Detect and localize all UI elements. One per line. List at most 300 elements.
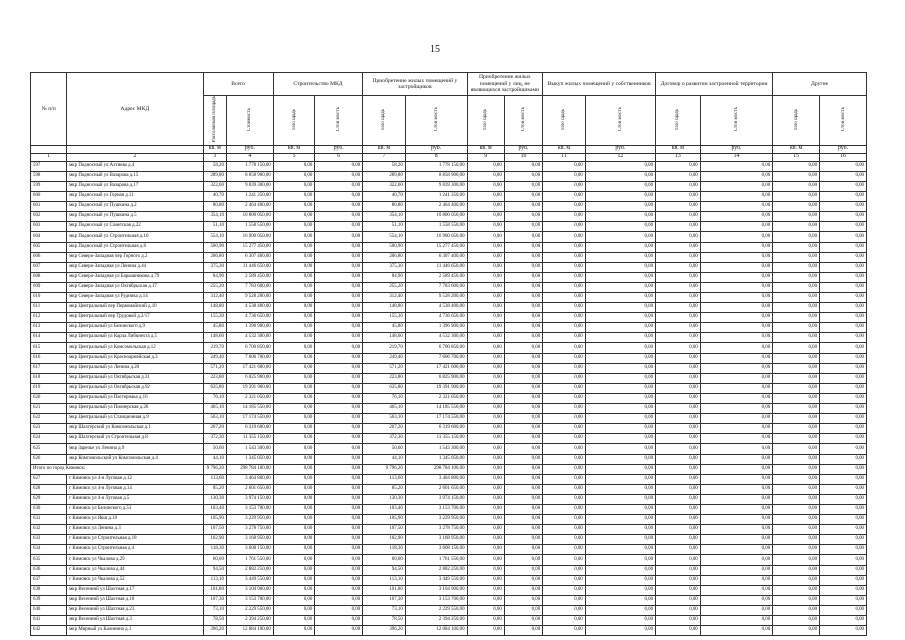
cell-c6a: 0,00 bbox=[773, 161, 820, 171]
cell-area: 113,10 bbox=[203, 575, 226, 585]
cell-c6a: 0,00 bbox=[773, 504, 820, 514]
cell-c2a: 107,50 bbox=[363, 525, 406, 535]
cell-c2a: 76,10 bbox=[363, 393, 406, 403]
cell-cost: 3 229 950,00 bbox=[226, 515, 273, 525]
cell-c6c: 0,00 bbox=[820, 272, 867, 282]
subheader-area-label: Пло щадь bbox=[675, 108, 681, 130]
row-number: 611 bbox=[31, 303, 67, 313]
table-row bbox=[31, 484, 867, 494]
cell-c3c: 0,00 bbox=[504, 484, 542, 494]
column-number: 9 bbox=[467, 153, 504, 161]
cell-cost: 14 185 550,00 bbox=[226, 404, 273, 414]
cell-c5a: 0,00 bbox=[656, 333, 701, 343]
cell-c5a: 0,00 bbox=[656, 192, 701, 202]
cell-c1a: 0,00 bbox=[273, 161, 315, 171]
row-address: г Кимовск ул 4-я Луговая д.5 bbox=[67, 494, 203, 504]
row-number: 629 bbox=[31, 494, 67, 504]
cell-c4a: 0,00 bbox=[543, 383, 586, 393]
cell-cost: 3 278 750,00 bbox=[226, 525, 273, 535]
cell-c3c: 0,00 bbox=[504, 585, 542, 595]
cell-area: 255,20 bbox=[203, 282, 226, 292]
row-address: мкр Северо-Западная ул Ленина д.44 bbox=[67, 262, 203, 272]
cell-area: 465,10 bbox=[203, 404, 226, 414]
table-row bbox=[31, 333, 867, 343]
subheader-cost bbox=[820, 96, 867, 146]
cell-area: 58,20 bbox=[203, 161, 226, 171]
cell-c2a: 207,20 bbox=[363, 424, 406, 434]
cell-c6c: 0,00 bbox=[820, 161, 867, 171]
cell-c2a: 372,30 bbox=[363, 434, 406, 444]
cell-c6c: 0,00 bbox=[820, 535, 867, 545]
subheader-cost-label: Стои мость bbox=[840, 106, 846, 132]
cell-c4c: 0,00 bbox=[585, 585, 655, 595]
cell-c6c: 0,00 bbox=[820, 323, 867, 333]
cell-c1a: 0,00 bbox=[273, 414, 315, 424]
cell-area: 155,30 bbox=[203, 313, 226, 323]
cell-c1c: 0,00 bbox=[315, 323, 363, 333]
cell-area: 148,60 bbox=[203, 333, 226, 343]
cell-c4a: 0,00 bbox=[543, 616, 586, 626]
cell-c2c: 8 858 900,00 bbox=[405, 171, 467, 181]
cell-c1c: 0,00 bbox=[315, 393, 363, 403]
cell-c4c: 0,00 bbox=[585, 504, 655, 514]
subheader-cost-label: Стоимость bbox=[247, 107, 253, 131]
cell-c2c: 3 449 550,00 bbox=[405, 575, 467, 585]
row-number: 614 bbox=[31, 333, 67, 343]
row-number: 641 bbox=[31, 616, 67, 626]
cell-c4a: 0,00 bbox=[543, 373, 586, 383]
table-row bbox=[31, 393, 867, 403]
cell-c6a: 0,00 bbox=[773, 535, 820, 545]
row-number: 640 bbox=[31, 605, 67, 615]
cell-c2c: 2 589 450,00 bbox=[405, 272, 467, 282]
cell-c5c: 0,00 bbox=[700, 303, 772, 313]
cell-c6c: 0,00 bbox=[820, 192, 867, 202]
cell-c5a: 0,00 bbox=[656, 454, 701, 464]
cell-c3c: 0,00 bbox=[504, 434, 542, 444]
cell-c5a: 0,00 bbox=[656, 424, 701, 434]
cell-c5a: 0,00 bbox=[656, 504, 701, 514]
cell-c3c: 0,00 bbox=[504, 353, 542, 363]
cell-c4c: 0,00 bbox=[585, 333, 655, 343]
unit-area: кв. м bbox=[203, 145, 226, 153]
cell-c6c: 0,00 bbox=[820, 404, 867, 414]
cell-c3c: 0,00 bbox=[504, 383, 542, 393]
row-address: мкр Подносный ул Советская д.22 bbox=[67, 222, 203, 232]
cell-c4c: 0,00 bbox=[585, 383, 655, 393]
cell-c6c: 0,00 bbox=[820, 313, 867, 323]
cell-c5a: 0,00 bbox=[656, 232, 701, 242]
column-number: 14 bbox=[700, 153, 772, 161]
cell-area: 107,50 bbox=[203, 525, 226, 535]
cell-c6c: 0,00 bbox=[820, 484, 867, 494]
cell-c6c: 0,00 bbox=[820, 454, 867, 464]
cell-cost: 2 464 400,00 bbox=[226, 202, 273, 212]
cell-c6a: 0,00 bbox=[773, 262, 820, 272]
row-address: мкр Подносный ул Пушкина д.2 bbox=[67, 202, 203, 212]
cell-c6a: 0,00 bbox=[773, 363, 820, 373]
cell-cost: 16 900 050,00 bbox=[226, 232, 273, 242]
cell-c3a: 0,00 bbox=[467, 474, 504, 484]
cell-c3a: 0,00 bbox=[467, 454, 504, 464]
table-row bbox=[31, 272, 867, 282]
cell-c2a: 40,70 bbox=[363, 192, 406, 202]
row-address: мкр Подносный ул Строительная д.8 bbox=[67, 242, 203, 252]
cell-c6a: 0,00 bbox=[773, 414, 820, 424]
unit-cell-empty bbox=[67, 145, 203, 153]
cell-cost: 10 800 050,00 bbox=[226, 212, 273, 222]
cell-c2a: 102,90 bbox=[363, 535, 406, 545]
cell-c3c: 0,00 bbox=[504, 626, 542, 636]
cell-c1c: 0,00 bbox=[315, 373, 363, 383]
cell-c3a: 0,00 bbox=[467, 595, 504, 605]
cell-c3a: 0,00 bbox=[467, 363, 504, 373]
row-address: мкр Центральный ул Карла Либкнехта д.5 bbox=[67, 333, 203, 343]
cell-c1a: 0,00 bbox=[273, 464, 315, 474]
cell-area: 50,60 bbox=[203, 444, 226, 454]
cell-c1a: 0,00 bbox=[273, 373, 315, 383]
cell-c3c: 0,00 bbox=[504, 565, 542, 575]
cell-c6c: 0,00 bbox=[820, 565, 867, 575]
cell-c6c: 0,00 bbox=[820, 595, 867, 605]
subheader-cost-label: Стои мость bbox=[433, 106, 439, 132]
row-number: 619 bbox=[31, 383, 67, 393]
cell-c2c: 3 608 150,00 bbox=[405, 545, 467, 555]
cell-c6a: 0,00 bbox=[773, 525, 820, 535]
cell-c6a: 0,00 bbox=[773, 181, 820, 191]
cell-c1a: 0,00 bbox=[273, 626, 315, 636]
row-number: 623 bbox=[31, 424, 67, 434]
cell-c2c: 1 761 550,00 bbox=[405, 555, 467, 565]
cell-c2a: 73,10 bbox=[363, 605, 406, 615]
cell-c4c: 0,00 bbox=[585, 545, 655, 555]
cell-c3a: 0,00 bbox=[467, 282, 504, 292]
cell-c6a: 0,00 bbox=[773, 565, 820, 575]
cell-c4c: 0,00 bbox=[585, 343, 655, 353]
cell-c4c: 0,00 bbox=[585, 303, 655, 313]
table-body bbox=[31, 161, 867, 635]
total-label: Итого по город Кимовск: bbox=[31, 464, 204, 474]
row-number: 632 bbox=[31, 525, 67, 535]
table-row bbox=[31, 626, 867, 636]
cell-c6c: 0,00 bbox=[820, 424, 867, 434]
cell-c5a: 0,00 bbox=[656, 595, 701, 605]
cell-c6c: 0,00 bbox=[820, 373, 867, 383]
cell-c4c: 0,00 bbox=[585, 595, 655, 605]
cell-c1c: 0,00 bbox=[315, 202, 363, 212]
column-number: 11 bbox=[543, 153, 586, 161]
header-developer-purchase: Приобретение жилых помещений у застройщиков bbox=[363, 73, 467, 96]
cell-c5a: 0,00 bbox=[656, 373, 701, 383]
cell-c2c: 14 185 550,00 bbox=[405, 404, 467, 414]
cell-c5a: 0,00 bbox=[656, 575, 701, 585]
row-address: г Кимовск ул Строительная д.18 bbox=[67, 535, 203, 545]
cell-c3a: 0,00 bbox=[467, 585, 504, 595]
cell-c4a: 0,00 bbox=[543, 555, 586, 565]
cell-c2c: 1 396 900,00 bbox=[405, 323, 467, 333]
cell-c3c: 0,00 bbox=[504, 181, 542, 191]
cell-c4a: 0,00 bbox=[543, 353, 586, 363]
cell-c6a: 0,00 bbox=[773, 313, 820, 323]
cell-c1a: 0,00 bbox=[273, 474, 315, 484]
cell-c1a: 0,00 bbox=[273, 525, 315, 535]
cell-cost: 12 084 100,00 bbox=[226, 626, 273, 636]
column-number: 7 bbox=[363, 153, 406, 161]
cell-c6c: 0,00 bbox=[820, 464, 867, 474]
cell-c6a: 0,00 bbox=[773, 252, 820, 262]
cell-c6c: 0,00 bbox=[820, 414, 867, 424]
cell-c1a: 0,00 bbox=[273, 222, 315, 232]
cell-c6c: 0,00 bbox=[820, 383, 867, 393]
cell-c4c: 0,00 bbox=[585, 626, 655, 636]
row-number: 622 bbox=[31, 414, 67, 424]
subheader-area bbox=[203, 96, 226, 146]
cell-c3a: 0,00 bbox=[467, 323, 504, 333]
cell-c3a: 0,00 bbox=[467, 232, 504, 242]
cell-c5a: 0,00 bbox=[656, 313, 701, 323]
subheader-cost-label: Стои мость bbox=[336, 106, 342, 132]
cell-c5c: 0,00 bbox=[700, 444, 772, 454]
cell-c3c: 0,00 bbox=[504, 212, 542, 222]
cell-c5c: 0,00 bbox=[700, 262, 772, 272]
cell-c5c: 0,00 bbox=[700, 161, 772, 171]
cell-c5c: 0,00 bbox=[700, 585, 772, 595]
cell-c3c: 0,00 bbox=[504, 293, 542, 303]
table-row bbox=[31, 161, 867, 171]
cell-c6a: 0,00 bbox=[773, 585, 820, 595]
unit-rub: руб. bbox=[820, 145, 867, 153]
cell-area: 130,30 bbox=[203, 494, 226, 504]
cell-c1c: 0,00 bbox=[315, 494, 363, 504]
cell-c5a: 0,00 bbox=[656, 262, 701, 272]
cell-c3a: 0,00 bbox=[467, 605, 504, 615]
subheader-area bbox=[363, 96, 406, 146]
cell-c6a: 0,00 bbox=[773, 222, 820, 232]
cell-c6a: 0,00 bbox=[773, 272, 820, 282]
cell-c5c: 0,00 bbox=[700, 424, 772, 434]
cell-c4c: 0,00 bbox=[585, 192, 655, 202]
subheader-cost bbox=[405, 96, 467, 146]
cell-c2a: 118,30 bbox=[363, 545, 406, 555]
cell-c3c: 0,00 bbox=[504, 303, 542, 313]
cell-c2c: 3 229 950,00 bbox=[405, 515, 467, 525]
cell-c6c: 0,00 bbox=[820, 434, 867, 444]
cell-c2a: 500,90 bbox=[363, 242, 406, 252]
cell-c5a: 0,00 bbox=[656, 161, 701, 171]
cell-c1a: 0,00 bbox=[273, 545, 315, 555]
cell-c1a: 0,00 bbox=[273, 313, 315, 323]
table-row bbox=[31, 252, 867, 262]
cell-c2a: 322,60 bbox=[363, 181, 406, 191]
cell-c3c: 0,00 bbox=[504, 202, 542, 212]
cell-c4a: 0,00 bbox=[543, 545, 586, 555]
cell-area: 118,30 bbox=[203, 545, 226, 555]
row-address: мкр Подносный ул Вазарова д.15 bbox=[67, 171, 203, 181]
row-number: 642 bbox=[31, 626, 67, 636]
table-row bbox=[31, 171, 867, 181]
cell-area: 396,20 bbox=[203, 626, 226, 636]
cell-c2c: 11 446 650,00 bbox=[405, 262, 467, 272]
unit-rub: руб. bbox=[405, 145, 467, 153]
cell-c3c: 0,00 bbox=[504, 313, 542, 323]
cell-cost: 4 736 650,00 bbox=[226, 313, 273, 323]
column-number: 8 bbox=[405, 153, 467, 161]
row-address: г Кимовск ул Строительная д.4 bbox=[67, 545, 203, 555]
cell-c3a: 0,00 bbox=[467, 515, 504, 525]
cell-c4c: 0,00 bbox=[585, 424, 655, 434]
cell-c3a: 0,00 bbox=[467, 424, 504, 434]
row-address: г Кимовск ул Чкалова д.52 bbox=[67, 575, 203, 585]
cell-c1a: 0,00 bbox=[273, 202, 315, 212]
cell-c2a: 206,80 bbox=[363, 252, 406, 262]
table-row bbox=[31, 474, 867, 484]
cell-c4a: 0,00 bbox=[543, 222, 586, 232]
cell-c2a: 255,20 bbox=[363, 282, 406, 292]
row-number: 613 bbox=[31, 323, 67, 333]
cell-c1c: 0,00 bbox=[315, 262, 363, 272]
cell-cost: 2 589 450,00 bbox=[226, 272, 273, 282]
cell-c3c: 0,00 bbox=[504, 252, 542, 262]
row-number: 610 bbox=[31, 293, 67, 303]
cell-c1a: 0,00 bbox=[273, 565, 315, 575]
cell-c5c: 0,00 bbox=[700, 515, 772, 525]
cell-c3c: 0,00 bbox=[504, 555, 542, 565]
cell-cost: 8 858 900,00 bbox=[226, 171, 273, 181]
cell-c5a: 0,00 bbox=[656, 484, 701, 494]
column-number: 1 bbox=[31, 153, 67, 161]
cell-area: 207,20 bbox=[203, 424, 226, 434]
subheader-cost-label: Стои мость bbox=[733, 106, 739, 132]
cell-c2a: 113,10 bbox=[363, 575, 406, 585]
cell-c3c: 0,00 bbox=[504, 515, 542, 525]
cell-c5c: 0,00 bbox=[700, 232, 772, 242]
cell-c5c: 0,00 bbox=[700, 212, 772, 222]
cell-c4a: 0,00 bbox=[543, 605, 586, 615]
row-address: мкр Весенний ул Шахтная д.23 bbox=[67, 605, 203, 615]
cell-c3a: 0,00 bbox=[467, 353, 504, 363]
table-row bbox=[31, 313, 867, 323]
cell-c3c: 0,00 bbox=[504, 605, 542, 615]
row-address: мкр Заречье ул Ленина д.9 bbox=[67, 444, 203, 454]
row-number: 628 bbox=[31, 484, 67, 494]
cell-c3a: 0,00 bbox=[467, 222, 504, 232]
table-row bbox=[31, 434, 867, 444]
cell-cost: 3 608 150,00 bbox=[226, 545, 273, 555]
row-number: 609 bbox=[31, 282, 67, 292]
unit-rub: руб. bbox=[585, 145, 655, 153]
cell-area: 635,80 bbox=[203, 383, 226, 393]
unit-rub: руб. bbox=[226, 145, 273, 153]
cell-cost: 3 104 900,00 bbox=[226, 585, 273, 595]
table-row bbox=[31, 222, 867, 232]
cell-c3c: 0,00 bbox=[504, 343, 542, 353]
cell-c3c: 0,00 bbox=[504, 232, 542, 242]
cell-c5a: 0,00 bbox=[656, 343, 701, 353]
cell-c1a: 0,00 bbox=[273, 595, 315, 605]
cell-c4c: 0,00 bbox=[585, 474, 655, 484]
row-number: 620 bbox=[31, 393, 67, 403]
row-address: г Кимовск ул 4-я Луговая д.12 bbox=[67, 474, 203, 484]
table-row bbox=[31, 383, 867, 393]
cell-c5c: 0,00 bbox=[700, 545, 772, 555]
cell-c3a: 0,00 bbox=[467, 373, 504, 383]
cell-c6a: 0,00 bbox=[773, 424, 820, 434]
cell-c1c: 0,00 bbox=[315, 181, 363, 191]
cell-area: 312,40 bbox=[203, 293, 226, 303]
row-address: мкр Центральный ул Октябрьская д.31 bbox=[67, 373, 203, 383]
cell-c3c: 0,00 bbox=[504, 575, 542, 585]
cell-c3a: 0,00 bbox=[467, 181, 504, 191]
cell-c6c: 0,00 bbox=[820, 393, 867, 403]
header-construction: Строительство МКД bbox=[273, 73, 362, 96]
column-number: 6 bbox=[315, 153, 363, 161]
cell-c3a: 0,00 bbox=[467, 545, 504, 555]
cell-c4a: 0,00 bbox=[543, 293, 586, 303]
column-number: 15 bbox=[773, 153, 820, 161]
row-number: 627 bbox=[31, 474, 67, 484]
cell-c2a: 219,70 bbox=[363, 343, 406, 353]
cell-c3c: 0,00 bbox=[504, 333, 542, 343]
row-address: мкр Северо-Западная ул Октябрьская д.17 bbox=[67, 282, 203, 292]
table-row bbox=[31, 404, 867, 414]
cell-c5c: 0,00 bbox=[700, 575, 772, 585]
table-row bbox=[31, 504, 867, 514]
cell-c3c: 0,00 bbox=[504, 464, 542, 474]
subheader-cost-label: Стои мость bbox=[520, 106, 526, 132]
cell-c6c: 0,00 bbox=[820, 363, 867, 373]
cell-c5c: 0,00 bbox=[700, 343, 772, 353]
cell-c3a: 0,00 bbox=[467, 575, 504, 585]
cell-c1c: 0,00 bbox=[315, 343, 363, 353]
table-row bbox=[31, 262, 867, 272]
cell-c4c: 0,00 bbox=[585, 515, 655, 525]
table-row bbox=[31, 202, 867, 212]
cell-area: 148,80 bbox=[203, 303, 226, 313]
cell-c3a: 0,00 bbox=[467, 555, 504, 565]
cell-c2a: 148,60 bbox=[363, 333, 406, 343]
cell-c5a: 0,00 bbox=[656, 323, 701, 333]
cell-c2c: 4 532 300,00 bbox=[405, 333, 467, 343]
table-row bbox=[31, 525, 867, 535]
row-number: 626 bbox=[31, 454, 67, 464]
cell-c4a: 0,00 bbox=[543, 202, 586, 212]
row-address: мкр Северо-Западная ул Барышникова д.79 bbox=[67, 272, 203, 282]
cell-c2a: 223,80 bbox=[363, 373, 406, 383]
cell-c2c: 17 174 550,00 bbox=[405, 414, 467, 424]
cell-c6a: 0,00 bbox=[773, 494, 820, 504]
cell-c6c: 0,00 bbox=[820, 494, 867, 504]
cell-area: 102,90 bbox=[203, 535, 226, 545]
row-address: мкр Весенний ул Шахтная д.18 bbox=[67, 595, 203, 605]
cell-c4c: 0,00 bbox=[585, 181, 655, 191]
table-row bbox=[31, 232, 867, 242]
subheader-cost-label: Стои мость bbox=[617, 106, 623, 132]
cell-c5c: 0,00 bbox=[700, 282, 772, 292]
header-other: Другие bbox=[773, 73, 867, 96]
row-number: 638 bbox=[31, 585, 67, 595]
unit-cell-empty bbox=[31, 145, 67, 153]
row-number: 597 bbox=[31, 161, 67, 171]
cell-c5c: 0,00 bbox=[700, 616, 772, 626]
cell-c2a: 130,30 bbox=[363, 494, 406, 504]
cell-c6a: 0,00 bbox=[773, 545, 820, 555]
cell-c5c: 0,00 bbox=[700, 525, 772, 535]
cell-c2a: 85,20 bbox=[363, 484, 406, 494]
cell-c6a: 0,00 bbox=[773, 353, 820, 363]
cell-c3c: 0,00 bbox=[504, 323, 542, 333]
cell-c2c: 3 464 800,00 bbox=[405, 474, 467, 484]
table-row bbox=[31, 515, 867, 525]
